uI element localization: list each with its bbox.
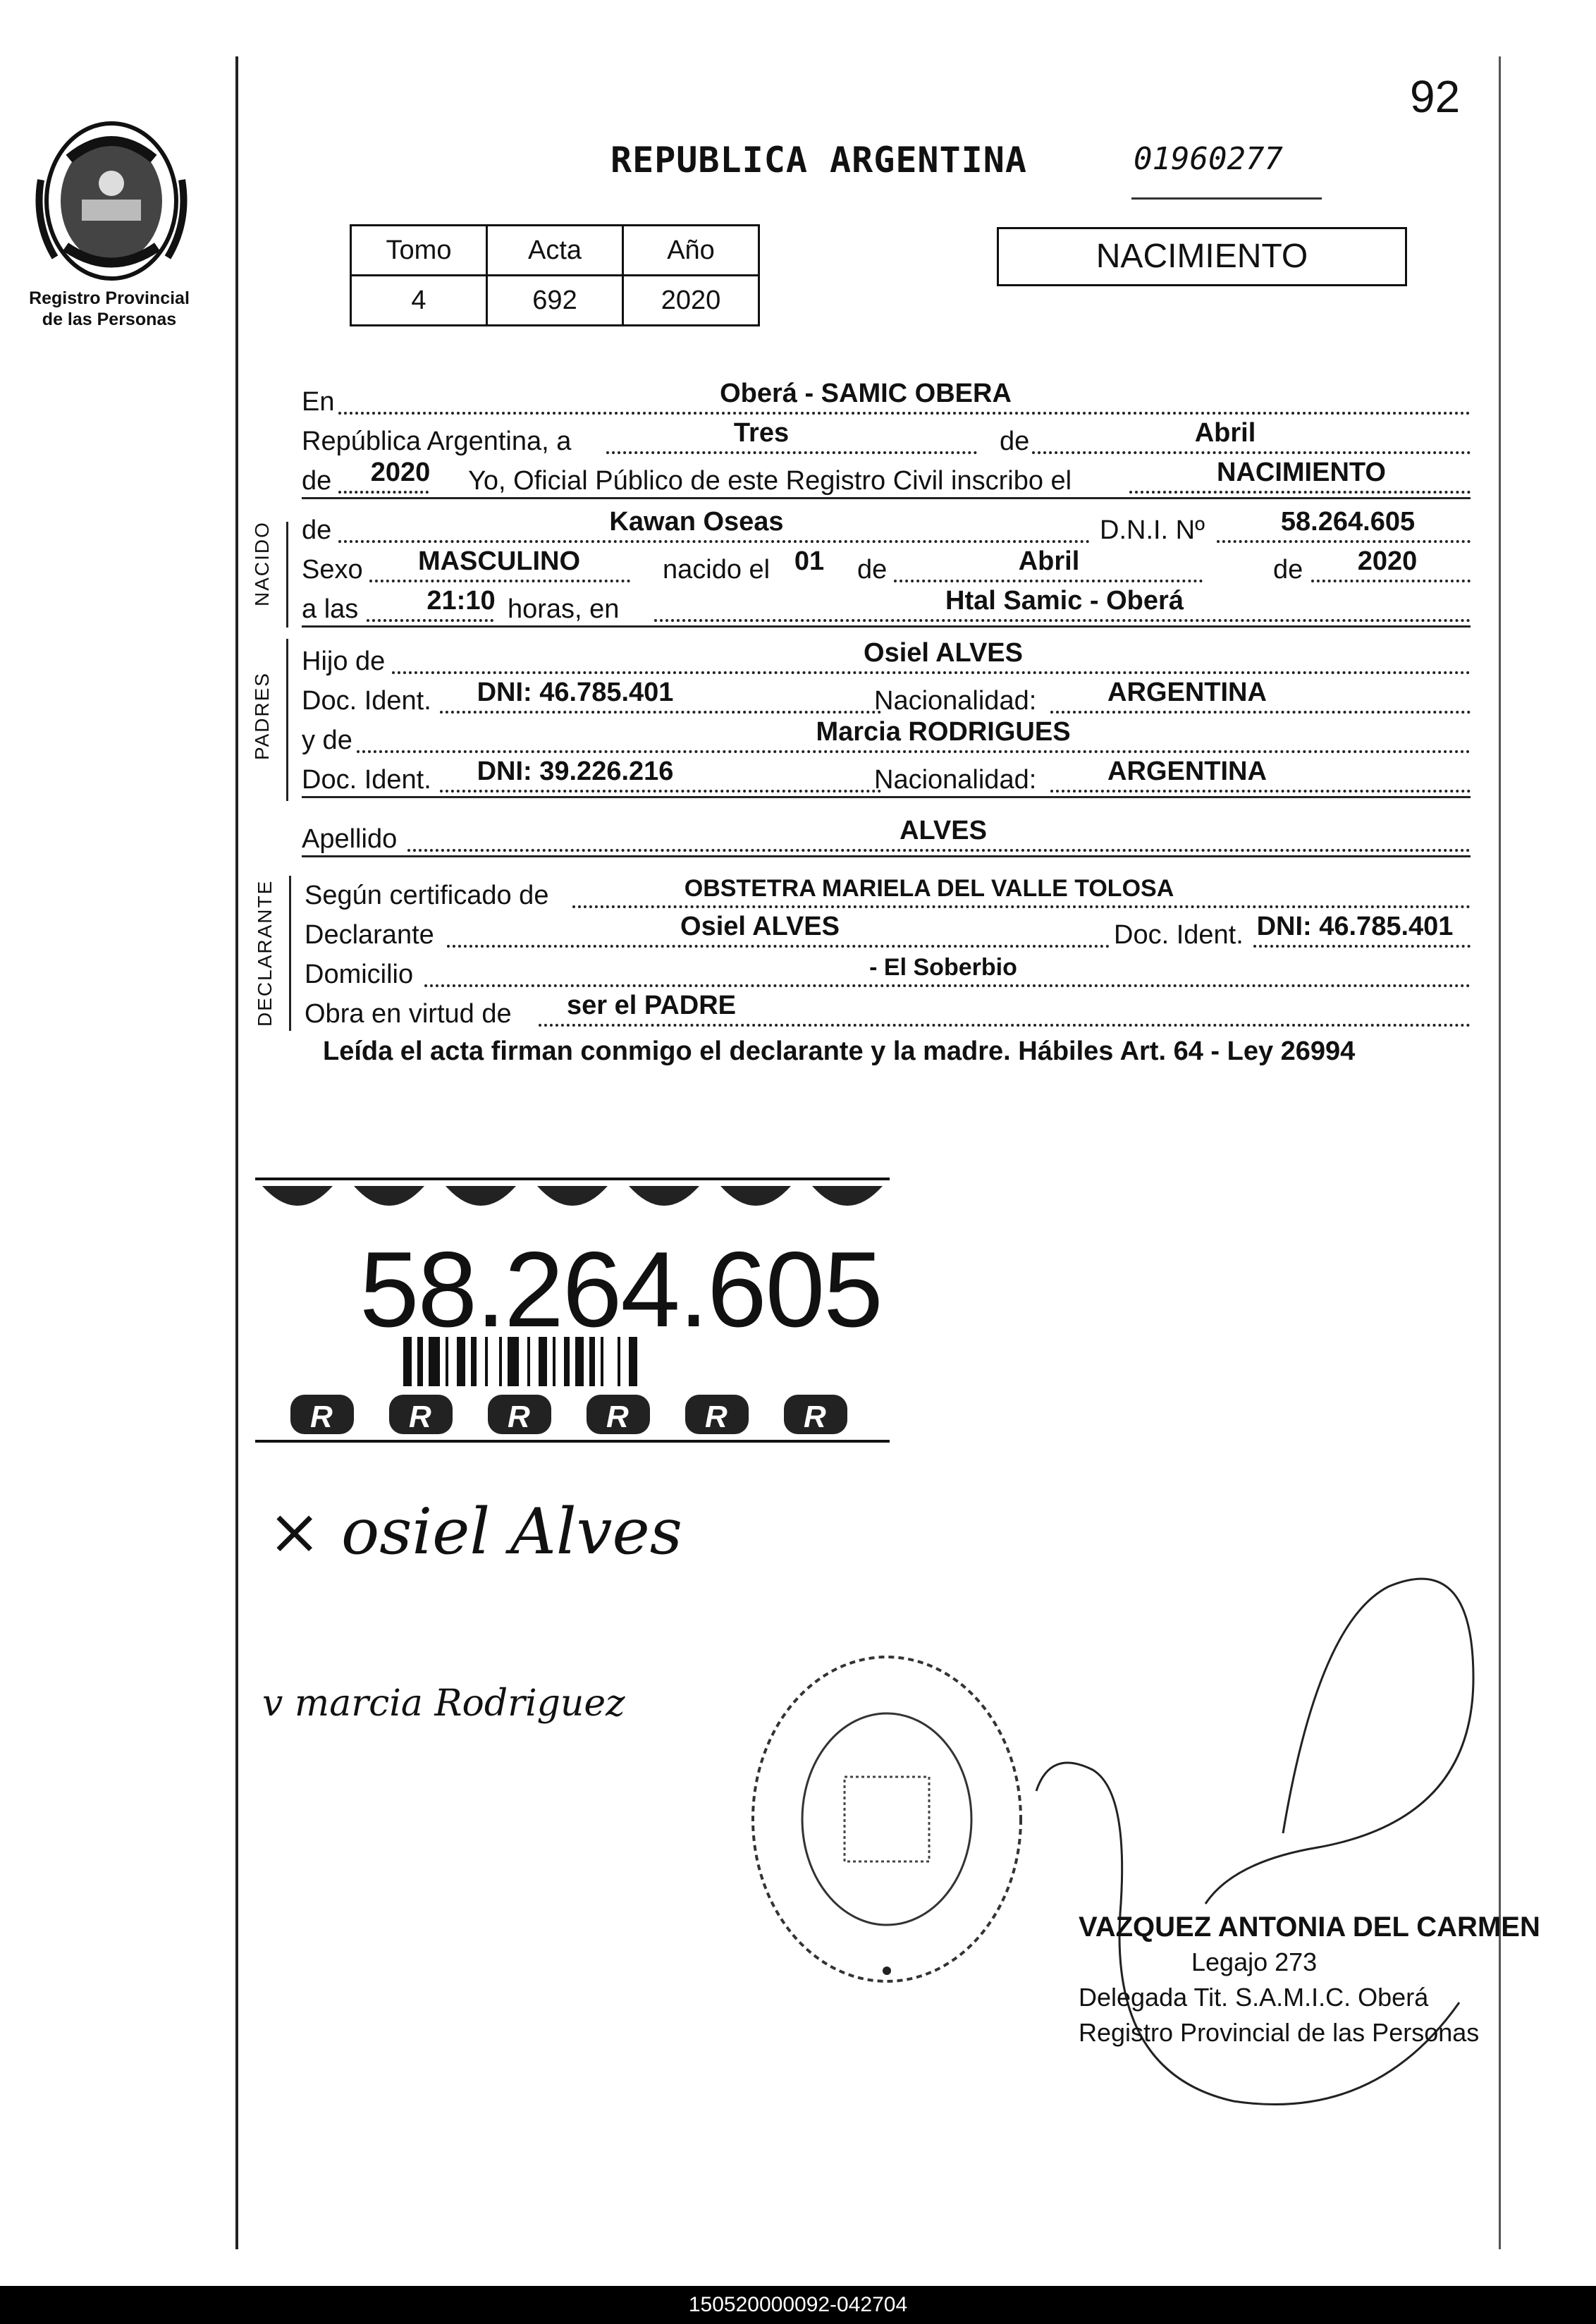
officer-legajo: Legajo 273 <box>1191 1947 1318 1976</box>
label-hijo-de: Hijo de <box>302 647 386 676</box>
row-sexo <box>302 546 1471 588</box>
label-domicilio: Domicilio <box>305 960 414 989</box>
row-madre-doc <box>302 759 1471 798</box>
label-horas-en: horas, en <box>508 594 620 624</box>
label-apellido: Apellido <box>302 824 398 854</box>
officer-stamp <box>1079 1909 1540 2050</box>
label-de-nombre: de <box>302 515 332 545</box>
reading-note: Leída el acta firman conmigo el declarante y la madre. Hábiles Art. 64 - Ley 26994 <box>323 1036 1356 1066</box>
label-declarante: Declarante <box>305 920 434 950</box>
value-padre-nac: ARGENTINA <box>1107 678 1267 707</box>
value-acta: 692 <box>487 276 623 326</box>
label-en: En <box>302 387 335 417</box>
label-obra: Obra en virtud de <box>305 999 512 1029</box>
row-padre <box>302 640 1471 680</box>
registry-line-2: de las Personas <box>42 310 177 329</box>
row-apellido <box>302 818 1471 857</box>
serial-number: 01960277 <box>1134 141 1283 177</box>
row-padre-doc <box>302 680 1471 719</box>
svg-text:R: R <box>310 1400 333 1434</box>
value-madre-nac: ARGENTINA <box>1107 757 1267 786</box>
value-padre: Osiel ALVES <box>864 638 1023 668</box>
record-type-box: NACIMIENTO <box>997 227 1407 286</box>
label-doc-madre: Doc. Ident. <box>302 765 431 795</box>
row-madre <box>302 719 1471 759</box>
official-round-seal <box>739 1643 1035 1995</box>
label-a-las: a las <box>302 594 359 624</box>
label-de-nac-anio: de <box>1273 555 1303 585</box>
label-segun: Según certificado de <box>305 881 549 910</box>
value-madre: Marcia RODRIGUES <box>816 717 1071 747</box>
label-de-mes: de <box>1000 427 1030 456</box>
label-nacido-el: nacido el <box>663 555 771 585</box>
svg-text:R: R <box>606 1400 629 1434</box>
label-republica: República Argentina, a <box>302 427 572 456</box>
svg-text:R: R <box>705 1400 728 1434</box>
record-table <box>350 224 760 326</box>
row-nombre <box>302 509 1471 549</box>
label-inscribo: Yo, Oficial Público de este Registro Civil inscribo el <box>468 466 1072 496</box>
value-domicilio: - El Soberbio <box>869 954 1017 981</box>
label-dni: D.N.I. Nº <box>1100 515 1205 545</box>
left-margin-rule <box>235 56 238 2249</box>
header-acta: Acta <box>487 226 623 276</box>
row-fecha <box>302 420 1471 460</box>
document-title: REPUBLICA ARGENTINA <box>610 140 1027 181</box>
value-tomo: 4 <box>351 276 487 326</box>
row-declarante <box>302 914 1471 953</box>
header-anio: Año <box>623 226 759 276</box>
row-certificado <box>302 874 1471 914</box>
label-sexo: Sexo <box>302 555 363 585</box>
value-dni: 58.264.605 <box>1280 507 1416 537</box>
value-dia: Tres <box>733 418 790 448</box>
registry-line-1: Registro Provincial <box>29 288 190 308</box>
label-nacionalidad-padre: Nacionalidad: <box>874 686 1037 716</box>
value-nac-anio: 2020 <box>1357 546 1418 576</box>
value-hora: 21:10 <box>426 586 496 616</box>
value-inscribo: NACIMIENTO <box>1217 458 1386 487</box>
side-label-nacido: NACIDO <box>251 521 273 606</box>
officer-title: Delegada Tit. S.A.M.I.C. Oberá <box>1079 1983 1429 2012</box>
value-anio: 2020 <box>370 458 431 487</box>
value-nombre: Kawan Oseas <box>609 507 784 537</box>
officer-name: VAZQUEZ ANTONIA DEL CARMEN <box>1079 1912 1540 1943</box>
label-y-de: y de <box>302 726 352 755</box>
row-inscribo <box>302 460 1471 499</box>
dni-large-number: 58.264.605 <box>360 1230 882 1350</box>
registry-name <box>14 288 204 330</box>
value-padre-doc: DNI: 46.785.401 <box>477 678 674 707</box>
side-label-padres: PADRES <box>251 671 273 760</box>
row-hora <box>302 588 1471 628</box>
label-doc-padre: Doc. Ident. <box>302 686 431 716</box>
signature-madre: v marcia Rodriguez <box>262 1682 625 1725</box>
row-obra <box>302 993 1471 1032</box>
padres-bracket <box>286 639 288 801</box>
label-declarante-doc: Doc. Ident. <box>1114 920 1244 950</box>
label-de-nac-mes: de <box>857 555 888 585</box>
value-madre-doc: DNI: 39.226.216 <box>477 757 674 786</box>
row-domicilio <box>302 953 1471 993</box>
header-tomo: Tomo <box>351 226 487 276</box>
officer-registry: Registro Provincial de las Personas <box>1079 2018 1480 2047</box>
value-obra: ser el PADRE <box>566 991 737 1020</box>
document-id-footer: 150520000092-042704 <box>0 2286 1596 2324</box>
serial-underline <box>1131 197 1322 200</box>
svg-text:R: R <box>409 1400 431 1434</box>
svg-text:R: R <box>508 1400 530 1434</box>
value-mes: Abril <box>1194 418 1256 448</box>
nacido-bracket <box>286 522 288 628</box>
value-apellido: ALVES <box>900 816 987 845</box>
value-anio: 2020 <box>623 276 759 326</box>
value-sexo: MASCULINO <box>417 546 581 576</box>
label-nacionalidad-madre: Nacionalidad: <box>874 765 1037 795</box>
provincial-seal-logo <box>27 116 196 286</box>
value-nac-mes: Abril <box>1018 546 1080 576</box>
page-number: 92 <box>1410 71 1461 122</box>
row-en <box>302 381 1471 420</box>
svg-text:R: R <box>804 1400 826 1434</box>
signature-declarante: × osiel Alves <box>268 1495 682 1569</box>
value-certificado: OBSTETRA MARIELA DEL VALLE TOLOSA <box>684 875 1174 902</box>
value-lugar: Htal Samic - Oberá <box>945 586 1184 616</box>
value-nac-dia: 01 <box>794 546 825 576</box>
label-de-anio: de <box>302 466 332 496</box>
declarante-bracket <box>289 876 291 1031</box>
value-declarante-doc: DNI: 46.785.401 <box>1256 912 1454 941</box>
value-declarante: Osiel ALVES <box>680 912 840 941</box>
side-label-declarante: DECLARANTE <box>254 879 276 1027</box>
value-en: Oberá - SAMIC OBERA <box>720 379 1012 408</box>
